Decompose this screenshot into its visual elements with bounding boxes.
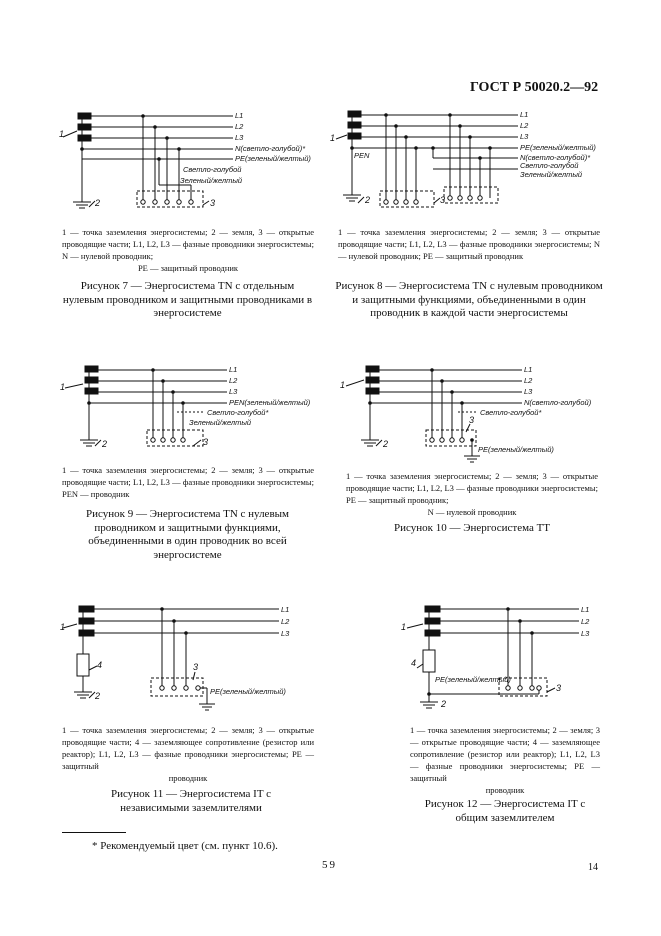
figure-12-diagram — [395, 598, 615, 713]
figure-7-label-pe-green: Зеленый/желтый — [180, 176, 243, 185]
figure-8-marker-2: 2 — [365, 195, 371, 205]
figure-7-marker-1: 1 — [59, 129, 65, 139]
figure-11-label-pe: PE(зеленый/желтый) — [210, 687, 286, 696]
figure-9-marker-1: 1 — [60, 382, 66, 392]
figure-10-label-pe: PE(зеленый/желтый) — [478, 445, 554, 454]
figure-9-legend — [62, 464, 314, 500]
figure-10-caption: Рисунок 10 — Энергосистема ТТ — [393, 522, 551, 534]
figure-8-legend — [338, 226, 600, 262]
figure-9-label-l1: L1 — [229, 365, 238, 374]
figure-8-legend-text: 1 — точка заземления энергосистемы; 2 — земля; 3 — открытые проводящие части; L1, L2, L3 — фазные проводники энергосистемы; N — нулевой проводник; PE — защитный проводник — [338, 227, 600, 261]
figure-7 — [55, 105, 325, 215]
figure-7-label-l2: L2 — [235, 122, 244, 131]
figure-11 — [55, 598, 325, 713]
figure-12-marker-1: 1 — [401, 622, 407, 632]
figure-7-label-l1: L1 — [235, 111, 244, 120]
figure-7-caption: Рисунок 7 — Энергосистема TN с отдельным нулевым проводником и защитными проводниками в энергосистеме — [62, 280, 313, 319]
figure-12-label-l1: L1 — [581, 605, 590, 614]
figure-7-label-pe: PE(зеленый/желтый) — [235, 154, 311, 163]
figure-8-marker-1: 1 — [330, 133, 336, 143]
figure-10-label-l3: L3 — [524, 387, 533, 396]
figure-11-diagram — [55, 598, 325, 713]
figure-7-diagram — [55, 105, 325, 215]
figure-9-label-blue: Светло-голубой* — [207, 408, 269, 417]
figure-11-legend-last: проводник — [168, 773, 208, 783]
figure-8-label-green: Зеленый/желтый — [520, 170, 583, 179]
figure-12-legend-last: проводник — [485, 785, 525, 795]
figure-8-diagram — [330, 105, 608, 215]
figure-12-caption: Рисунок 12 — Энергосистема IT с общим заземлителем — [424, 798, 586, 824]
figure-12-label-l3: L3 — [581, 629, 590, 638]
figure-10-label-l2: L2 — [524, 376, 533, 385]
figure-9 — [55, 360, 325, 460]
figure-11-marker-3: 3 — [193, 662, 199, 672]
figure-10-legend — [346, 470, 598, 518]
figure-8-label-pe: PE(зеленый/желтый) — [520, 143, 596, 152]
figure-12-marker-4: 4 — [411, 658, 417, 668]
figure-8-marker-3: 3 — [440, 195, 446, 205]
figure-8-label-pen: PEN — [354, 151, 370, 160]
figure-9-legend-text: 1 — точка заземления энергосистемы; 2 — земля; 3 — открытые проводящие части; L1, L2, L3 — фазные проводники энергосистемы; PEN — проводник — [62, 465, 314, 499]
figure-9-label-green: Зеленый/желтый — [189, 418, 252, 427]
figure-11-label-l3: L3 — [281, 629, 290, 638]
figure-7-legend — [62, 226, 314, 274]
figure-10-marker-1: 1 — [340, 380, 346, 390]
figure-7-label-l3: L3 — [235, 133, 244, 142]
figure-11-legend — [62, 724, 314, 784]
figure-12-marker-2: 2 — [441, 699, 447, 709]
figure-9-label-pen: PEN(зеленый/желтый) — [229, 398, 311, 407]
figure-10-label-n: N(светло-голубой) — [524, 398, 592, 407]
sheet-number: 14 — [588, 862, 598, 873]
figure-11-label-l1: L1 — [281, 605, 290, 614]
figure-7-label-pe-blue: Светло-голубой — [183, 165, 242, 174]
figure-11-marker-2: 2 — [95, 691, 101, 701]
standard-header: ГОСТ Р 50020.2—92 — [470, 80, 599, 95]
figure-12-legend — [410, 724, 600, 796]
figure-9-label-l2: L2 — [229, 376, 238, 385]
figure-8-label-l3: L3 — [520, 132, 529, 141]
figure-11-caption: Рисунок 11 — Энергосистема IT с независимыми заземлителями — [110, 788, 272, 814]
figure-9-marker-3: 3 — [203, 437, 209, 447]
footnote: * Рекомендуемый цвет (см. пункт 10.6). — [92, 840, 278, 852]
figure-7-legend-text: 1 — точка заземления энергосистемы; 2 — земля, 3 — открытые проводящие части; L1, L2, L3 — фазные проводники энергосистемы; N — нулевой проводник; — [62, 227, 314, 261]
figure-7-label-n: N(светло-голубой)* — [235, 144, 306, 153]
figure-10 — [338, 360, 608, 465]
figure-8-label-l2: L2 — [520, 121, 529, 130]
figure-8-caption: Рисунок 8 — Энергосистема TN с нулевым проводником и защитными функциями, объединенными в один проводник в каждой части энергосистемы — [335, 280, 603, 319]
figure-8-label-n: N(светло-голубой)* — [520, 153, 591, 162]
figure-11-label-l2: L2 — [281, 617, 290, 626]
figure-8-label-blue: Светло-голубой — [520, 161, 579, 170]
footnote-separator — [62, 832, 126, 833]
figure-7-marker-3: 3 — [210, 198, 216, 208]
figure-9-label-l3: L3 — [229, 387, 238, 396]
page-number: 59 — [322, 859, 337, 871]
figure-10-marker-2: 2 — [383, 439, 389, 449]
figure-11-legend-text: 1 — точка заземления энергосистемы; 2 — земля; 3 — открытые проводящие части; 4 — заземляющее сопротивление (резистор или реактор); L1, L2, L3 — фазные проводники энергосистемы; PE — защитный — [62, 725, 314, 771]
figure-10-marker-3: 3 — [469, 415, 475, 425]
figure-7-legend-last: PE — защитный проводник — [137, 263, 239, 273]
figure-10-legend-last: N — нулевой проводник — [427, 507, 517, 517]
figure-9-diagram — [55, 360, 325, 460]
figure-10-diagram — [338, 360, 608, 465]
figure-11-marker-1: 1 — [60, 622, 66, 632]
figure-12-legend-text: 1 — точка заземления энергосистемы; 2 — земля; 3 — открытые проводящие части; 4 — заземляющее сопротивление (резистор или реактор); L1, L2, L3 — фазные проводники энергосистемы; PE — защитный — [410, 725, 600, 783]
figure-8-label-l1: L1 — [520, 110, 529, 119]
figure-9-marker-2: 2 — [102, 439, 108, 449]
figure-9-caption: Рисунок 9 — Энергосистема TN с нулевым проводником и защитными функциями, объединенными в один проводник во всей энергосистеме — [86, 508, 289, 561]
figure-10-label-blue: Светло-голубой* — [480, 408, 542, 417]
figure-12-label-pe: PE(зеленый/желтый) — [435, 675, 511, 684]
figure-7-marker-2: 2 — [95, 198, 101, 208]
figure-11-marker-4: 4 — [97, 660, 103, 670]
figure-12 — [395, 598, 615, 713]
figure-12-label-l2: L2 — [581, 617, 590, 626]
figure-12-marker-3: 3 — [556, 683, 562, 693]
figure-8 — [330, 105, 608, 215]
figure-10-legend-text: 1 — точка заземления энергосистемы; 2 — земля; 3 — открытые проводящие части; L1, L2, L3 — фазные проводники энергосистемы; PE — защитный проводник; — [346, 471, 598, 505]
figure-10-label-l1: L1 — [524, 365, 533, 374]
